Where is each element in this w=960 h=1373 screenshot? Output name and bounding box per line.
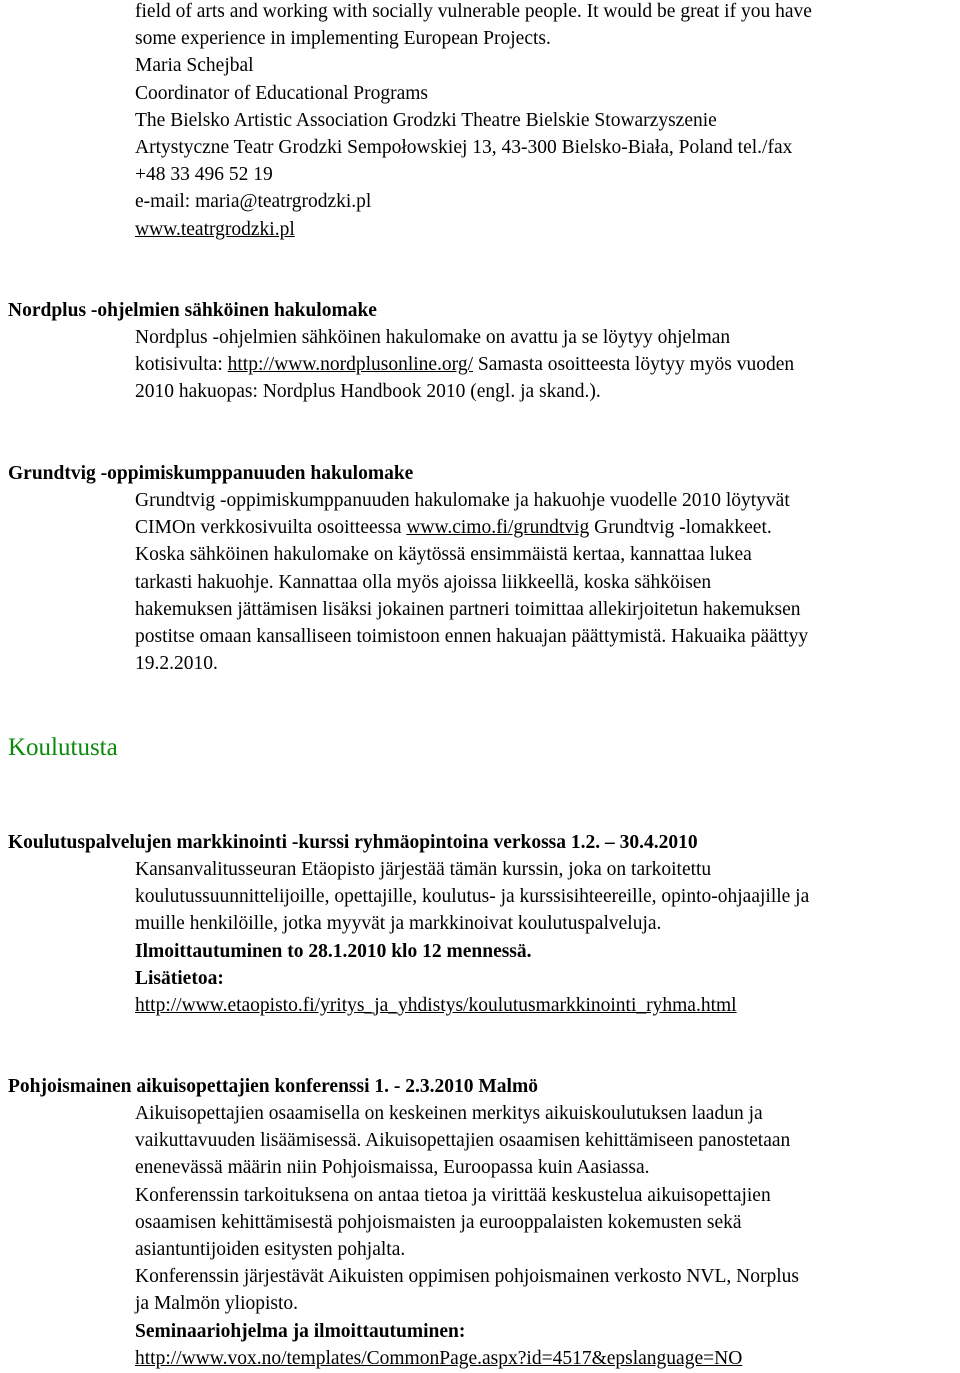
conference-line: Aikuisopettajien osaamisella on keskeinen merkitys aikuiskoulutuksen laadun ja — [135, 1103, 763, 1124]
grundtvig-body — [135, 487, 955, 677]
course-line: Kansanvalitusseuran Etäopisto järjestää tämän kurssin, joka on tarkoitettu — [135, 859, 712, 880]
course-line: koulutussuunnittelijoille, opettajille, koulutus- ja kurssisihteereille, opinto-ohjaajille ja — [135, 886, 810, 908]
grundtvig-link[interactable]: www.cimo.fi/grundtvig — [406, 517, 590, 539]
organization-line: The Bielsko Artistic Association Grodzki Theatre Bielskie Stowarzyszenie — [135, 109, 717, 131]
contact-phone: +48 33 496 52 19 — [135, 164, 273, 186]
contact-role: Coordinator of Educational Programs — [135, 82, 428, 104]
conference-line: osaamisen kehittämisestä pohjoismaisten ja eurooppalaisten kokemusten sekä — [135, 1211, 742, 1233]
intro-line: field of arts and working with socially vulnerable people. It would be great if you have — [135, 1, 812, 22]
contact-name: Maria Schejbal — [135, 55, 254, 77]
grundtvig-line: 19.2.2010. — [135, 653, 218, 675]
intro-line: some experience in implementing European Projects. — [135, 28, 551, 50]
grundtvig-line: Grundtvig -oppimiskumppanuuden hakulomake ja hakuohje vuodelle 2010 löytyvät — [135, 490, 790, 511]
grundtvig-line: hakemuksen jättämisen lisäksi jokainen partneri toimittaa allekirjoitetun hakemuksen — [135, 598, 801, 620]
course-more-info-label: Lisätietoa: — [135, 967, 224, 989]
conference-body — [135, 1100, 955, 1372]
conference-line: Konferenssin järjestävät Aikuisten oppimisen pohjoismainen verkosto NVL, Norplus — [135, 1266, 799, 1288]
grundtvig-line: postitse omaan kansalliseen toimistoon ennen hakuajan päättymistä. Hakuaika päättyy — [135, 626, 809, 648]
contact-email: e-mail: maria@teatrgrodzki.pl — [135, 191, 372, 213]
conference-link[interactable]: http://www.vox.no/templates/CommonPage.aspx?id=4517&epslanguage=NO — [135, 1347, 743, 1369]
grundtvig-line — [135, 514, 955, 541]
conference-line: enenevässä määrin niin Pohjoismaissa, Euroopassa kuin Aasiassa. — [135, 1157, 650, 1179]
course-registration: Ilmoittautuminen to 28.1.2010 klo 12 mennessä. — [135, 940, 532, 962]
nordplus-line — [135, 351, 955, 378]
grundtvig-text: Grundtvig -lomakkeet. — [589, 517, 772, 539]
nordplus-text: kotisivulta: — [135, 354, 228, 376]
nordplus-text: Samasta osoitteesta löytyy myös vuoden — [473, 354, 795, 376]
course-line: muille henkilöille, jotka myyvät ja markkinoivat koulutuspalveluja. — [135, 913, 662, 935]
course-body — [135, 856, 955, 1019]
conference-line: Konferenssin tarkoituksena on antaa tietoa ja virittää keskustelua aikuisopettajien — [135, 1184, 771, 1206]
course-link[interactable]: http://www.etaopisto.fi/yritys_ja_yhdistys/koulutusmarkkinointi_ryhma.html — [135, 995, 737, 1017]
conference-line: ja Malmön yliopisto. — [135, 1293, 299, 1315]
grundtvig-line: tarkasti hakuohje. Kannattaa olla myös ajoissa liikkeellä, koska sähköisen — [135, 571, 712, 593]
conference-line: asiantuntijoiden esitysten pohjalta. — [135, 1239, 406, 1261]
conference-heading: Pohjoismainen aikuisopettajien konferenssi 1. - 2.3.2010 Malmö — [8, 1076, 538, 1097]
section-title: Koulutusta — [8, 734, 118, 761]
website-link[interactable]: www.teatrgrodzki.pl — [135, 218, 295, 240]
nordplus-line: Nordplus -ohjelmien sähköinen hakulomake on avattu ja se löytyy ohjelman — [135, 327, 731, 348]
nordplus-heading: Nordplus -ohjelmien sähköinen hakulomake — [8, 300, 377, 321]
grundtvig-text: CIMOn verkkosivuilta osoitteessa — [135, 517, 407, 539]
contact-block — [135, 0, 955, 243]
conference-line: vaikuttavuuden lisäämisessä. Aikuisopettajien osaamisen kehittämiseen panostetaan — [135, 1130, 791, 1152]
course-heading: Koulutuspalvelujen markkinointi -kurssi ryhmäopintoina verkossa 1.2. – 30.4.2010 — [8, 832, 698, 853]
organization-address: Artystyczne Teatr Grodzki Sempołowskiej 13, 43-300 Bielsko-Biała, Poland tel./fax — [135, 137, 793, 159]
nordplus-line: 2010 hakuopas: Nordplus Handbook 2010 (engl. ja skand.). — [135, 381, 601, 403]
grundtvig-line: Koska sähköinen hakulomake on käytössä ensimmäistä kertaa, kannattaa lukea — [135, 544, 752, 566]
nordplus-body — [135, 324, 955, 406]
conference-program-label: Seminaariohjelma ja ilmoittautuminen: — [135, 1320, 466, 1342]
grundtvig-heading: Grundtvig -oppimiskumppanuuden hakulomake — [8, 463, 414, 484]
nordplus-link[interactable]: http://www.nordplusonline.org/ — [227, 354, 473, 376]
